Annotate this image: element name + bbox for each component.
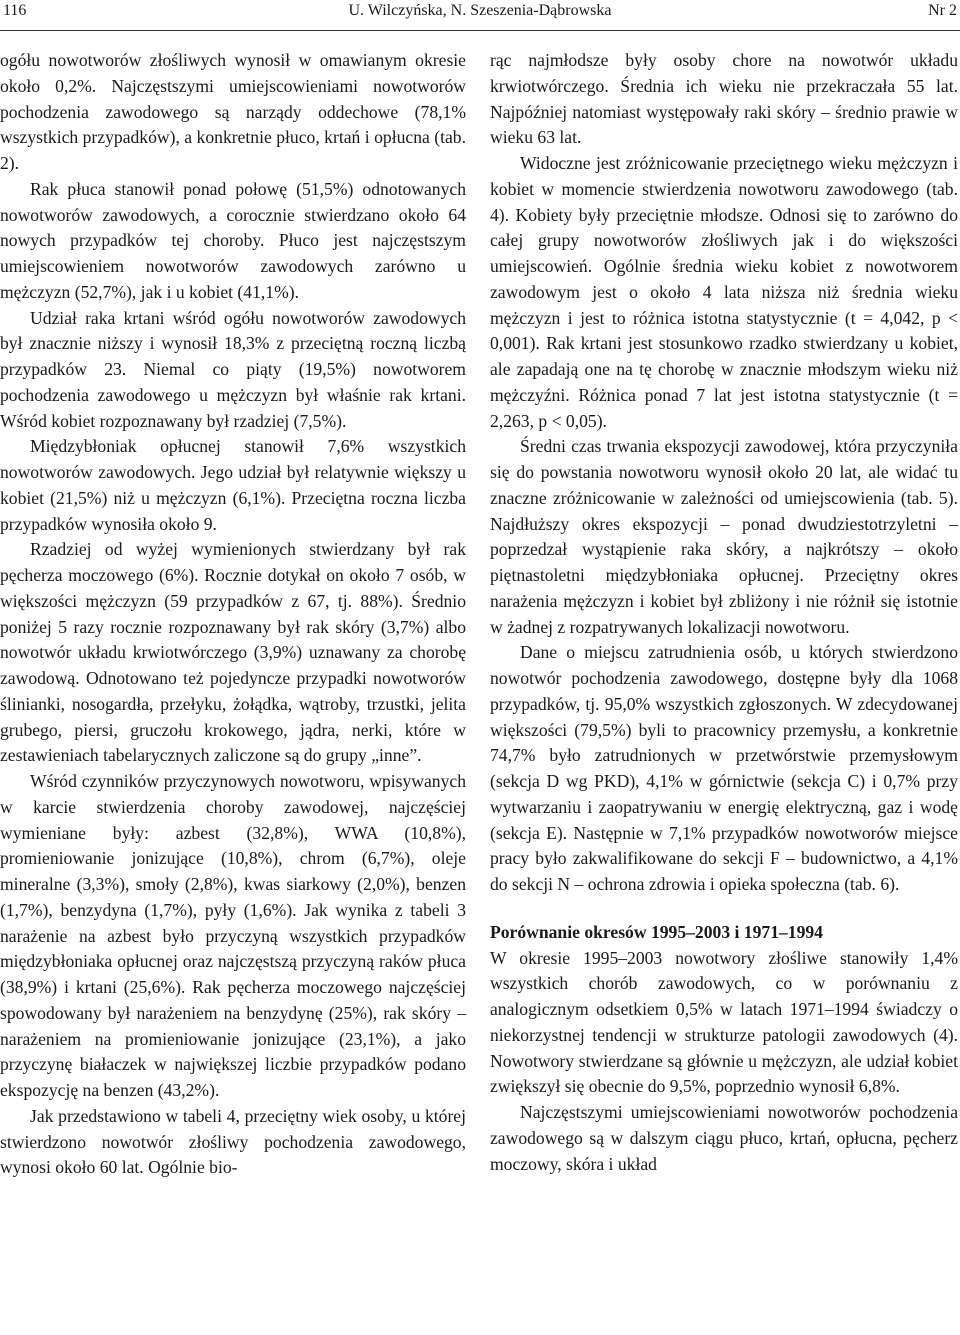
running-header — [0, 0, 960, 26]
left-column — [0, 48, 466, 1181]
issue-number: Nr 2 — [928, 2, 957, 19]
paragraph: rąc najmłodsze były osoby chore na nowotwór układu krwiotwórczego. Średnia ich wieku nie przekraczała 55 lat. Najpóźniej natomiast występowały raki skóry – średnio prawie w wieku 63 lat. — [490, 50, 958, 148]
header-rule — [0, 30, 960, 31]
paragraph: Rzadziej od wyżej wymienionych stwierdzany był rak pęcherza moczowego (6%). Rocznie dotykał on około 7 osób, w większości mężczyzn (59 przypadków z 67, tj. 88%). Średnio poniżej 5 razy rocznie rozpoznawany był rak skóry (3,7%) albo nowotwór układu krwiotwórczego (3,9%) uznawany za chorobę zawodową. Odnotowano też pojedyncze przypadki nowotworów ślinianki, nosogardła, przełyku, żołądka, wątroby, trzustki, jelita grubego, piersi, gruczołu krokowego, jądra, nerki, które w zestawieniach tabelarycznych zaliczone są do grupy „inne”. — [0, 539, 466, 766]
paragraph: Jak przedstawiono w tabeli 4, przeciętny wiek osoby, u której stwierdzono nowotwór złośliwy pochodzenia zawodowego, wynosi około 60 lat. Ogólnie bio- — [0, 1105, 466, 1178]
paragraph: Dane o miejscu zatrudnienia osób, u których stwierdzono nowotwór pochodzenia zawodowego, dostępne były dla 1068 przypadków, tj. 95,0% wszystkich zgłoszonych. W zdecydowanej większości (79,5%) byli to pracownicy przemysłu, a konkretnie 74,7% było zatrudnionych w przetwórstwie przemysłowym (sekcja D wg PKD), 4,1% w górnictwie (sekcja C) i 0,7% przy wytwarzaniu i zaopatrywaniu w energię elektryczną, gaz i wodę (sekcja E). Następnie w 7,1% przypadków nowotworów miejsce pracy było zakwalifikowane do sekcji F – budownictwo, a 4,1% do sekcji N – ochrona zdrowia i opieka społeczna (tab. 6). — [490, 642, 958, 894]
paragraph: Międzybłoniak opłucnej stanowił 7,6% wszystkich nowotworów zawodowych. Jego udział był relatywnie większy u kobiet (21,5%) niż u mężczyzn (6,1%). Przeciętna roczna liczba przypadków wynosiła około 9. — [0, 436, 466, 534]
running-authors: U. Wilczyńska, N. Szeszenia-Dąbrowska — [348, 2, 612, 19]
paragraph: ogółu nowotworów złośliwych wynosił w omawianym okresie około 0,2%. Najczęstszymi umiejscowieniami nowotworów pochodzenia zawodowego są narządy oddechowe (78,1% wszystkich przypadków), a konkretnie płuco, krtań i opłucna (tab. 2). — [0, 50, 466, 173]
paragraph: W okresie 1995–2003 nowotwory złośliwe stanowiły 1,4% wszystkich chorób zawodowych, co w porównaniu z analogicznym odsetkiem 0,5% w latach 1971–1994 świadczy o niekorzystnej tendencji w strukturze patologii zawodowych (4). Nowotwory stwierdzane są głównie u mężczyzn, ale udział kobiet zwiększył się obecnie do 9,5%, poprzednio wynosił 6,8%. — [490, 947, 958, 1097]
page-number: 116 — [3, 2, 27, 19]
paragraph: Najczęstszymi umiejscowieniami nowotworów pochodzenia zawodowego są w dalszym ciągu płuco, krtań, opłucna, pęcherz moczowy, skóra i układ — [490, 1102, 958, 1174]
paragraph: Wśród czynników przyczynowych nowotworu, wpisywanych w karcie stwierdzenia choroby zawodowej, najczęściej wymieniane były: azbest (32,8%), WWA (10,8%), promieniowanie jonizujące (10,8%), chrom (6,7%), oleje mineralne (3,3%), smoły (2,8%), kwas siarkowy (2,0%), benzen (1,7%), benzydyna (1,7%), pyły (1,6%). Jak wynika z tabeli 3 narażenie na azbest było przyczyną wszystkich przypadków międzybłoniaka opłucnej oraz najczęstszą przyczyną raków płuca (38,9%) i krtani (25,6%). Rak pęcherza moczowego najczęściej spowodowany był narażeniem na benzydynę (25%), rak skóry – narażeniem na promieniowanie jonizujące (23,1%), a jako przyczynę białaczek w największej liczbie przypadków podano ekspozycję na benzen (43,2%). — [0, 771, 466, 1100]
paragraph: Rak płuca stanowił ponad połowę (51,5%) odnotowanych nowotworów zawodowych, a corocznie stwierdzano około 64 nowych przypadków tej choroby. Płuco jest najczęstszym umiejscowieniem nowotworów zawodowych zarówno u mężczyzn (52,7%), jak i u kobiet (41,1%). — [0, 178, 466, 302]
paragraph: Średni czas trwania ekspozycji zawodowej, która przyczyniła się do powstania nowotworu wynosił około 20 lat, ale widać tu znaczne zróżnicowanie w zależności od umiejscowienia (tab. 5). Najdłuższy okres ekspozycji – ponad dwudziestotrzyletni – poprzedzał wystąpienie raka skóry, a najkrótszy – około piętnastoletni międzybłoniaka opłucnej. Przeciętny okres narażenia mężczyzn i kobiet był zbliżony i nie różnił się istotnie w żadnej z rozpatrywanych lokalizacji nowotworu. — [490, 436, 958, 637]
paragraph: Udział raka krtani wśród ogółu nowotworów zawodowych był znacznie niższy i wynosił 18,3% z przeciętną roczną liczbą przypadków 23. Niemal co piąty (19,5%) nowotworem pochodzenia zawodowego u mężczyzn był właśnie rak krtani. Wśród kobiet rozpoznawany był rzadziej (7,5%). — [0, 307, 466, 431]
paragraph: Widoczne jest zróżnicowanie przeciętnego wieku mężczyzn i kobiet w momencie stwierdzenia nowotworu zawodowego (tab. 4). Kobiety były przeciętnie młodsze. Odnosi się to zarówno do całej grupy nowotworów złośliwych jak i do większości umiejscowień. Ogólnie średnia wieku kobiet z nowotworem zawodowym jest o około 4 lata niższa niż średnia wieku mężczyzn i jest to różnica istotna statystycznie (t = 4,042, p < 0,001). Rak krtani jest stosunkowo rzadko stwierdzany u kobiet, ale zapadają one na tę chorobę w znacznie młodszym wieku niż mężczyźni. Różnica ponad 7 lat jest istotna statystycznie (t = 2,263, p < 0,05). — [490, 153, 958, 431]
right-column — [490, 48, 958, 1177]
section-heading: Porównanie okresów 1995–2003 i 1971–1994 — [490, 921, 823, 942]
